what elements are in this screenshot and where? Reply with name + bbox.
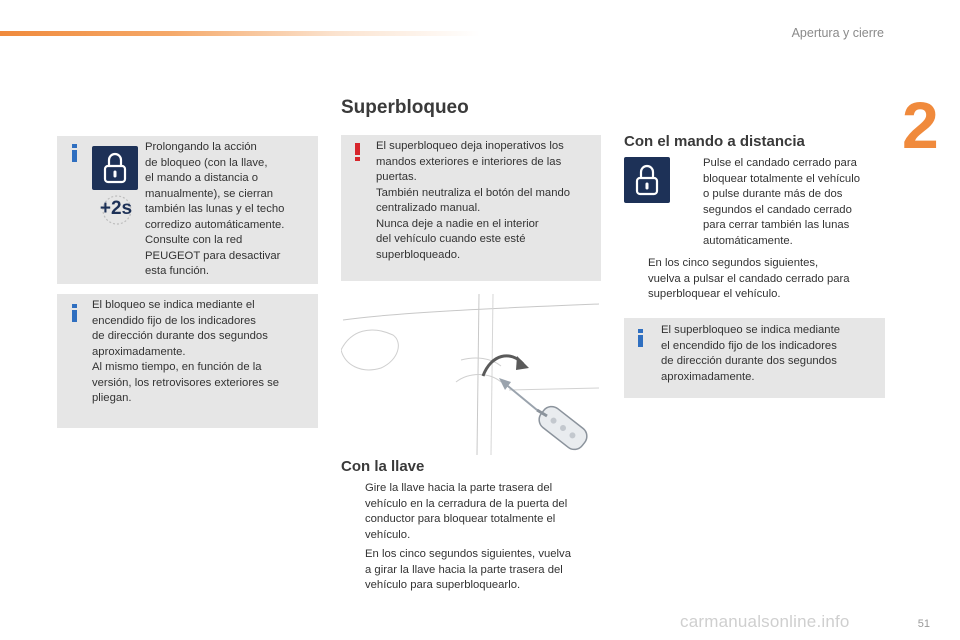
remote-step-1 [679, 156, 884, 253]
info-icon [72, 304, 77, 322]
plus-2s-badge [93, 194, 139, 226]
plus-2s-label: +2s [99, 198, 133, 219]
lock-icon [92, 146, 138, 190]
remote-step-2 [624, 256, 886, 307]
list-item: Pulse el candado cerrado para bloquear totalmente el vehículo o pulse durante más de dos segundos el candado cerrado para cerrar también las lunas automáticamente. [703, 157, 861, 247]
info-box-superlock-indicator-text: El superbloqueo se indica mediante el encendido fijo de los indicadores de dirección durante dos segundos aproximadamente. [661, 324, 840, 383]
chapter-number: 2 [902, 88, 939, 162]
section-title: Superbloqueo [341, 97, 469, 118]
list-item: En los cinco segundos siguientes, vuelva a pulsar el candado cerrado para superbloquear el vehículo. [648, 257, 850, 300]
warning-box [341, 135, 601, 281]
info-box-superlock-indicator [624, 318, 885, 398]
info-box-autoclose-text: Prolongando la acción de bloqueo (con la llave, el mando a distancia o manualmente), se cierran también las lunas y el techo corredizo automáticamente. Consulte con la red PEUGEOT para desactivar esta función. [145, 141, 285, 277]
header-title: Apertura y cierre [791, 26, 884, 40]
warning-box-text: El superbloqueo deja inoperativos los mandos exteriores e interiores de las puertas. También neutraliza el botón del mando centralizado manual. Nunca deje a nadie en el interior del vehículo cuando este esté superbloqueado. [376, 140, 571, 261]
list-item: Gire la llave hacia la parte trasera del vehículo en la cerradura de la puerta del conductor para bloquear totalmente el vehículo. [365, 482, 568, 541]
info-icon [72, 144, 77, 162]
key-section-title: Con la llave [341, 458, 425, 475]
remote-section-title: Con el mando a distancia [624, 133, 805, 150]
info-box-autoclose [57, 136, 318, 284]
watermark: carmanualsonline.info [680, 612, 850, 631]
door-key-illustration [341, 290, 602, 455]
header-accent-bar [0, 31, 480, 36]
page-number: 51 [917, 618, 930, 630]
info-icon [638, 329, 643, 347]
info-box-lock-indicator-text: El bloqueo se indica mediante el encendido fijo de los indicadores de dirección durante dos segundos aproximadamente. Al mismo tiempo, en función de la versión, los retrovisores exteriores se pliegan. [92, 299, 280, 404]
list-item: En los cinco segundos siguientes, vuelva a girar la llave hacia la parte trasera del vehículo para superbloquearlo. [365, 548, 571, 591]
remote-lock-icon [624, 157, 670, 203]
warning-icon [355, 143, 360, 161]
info-box-lock-indicator [57, 294, 318, 428]
key-section-steps [341, 481, 603, 598]
